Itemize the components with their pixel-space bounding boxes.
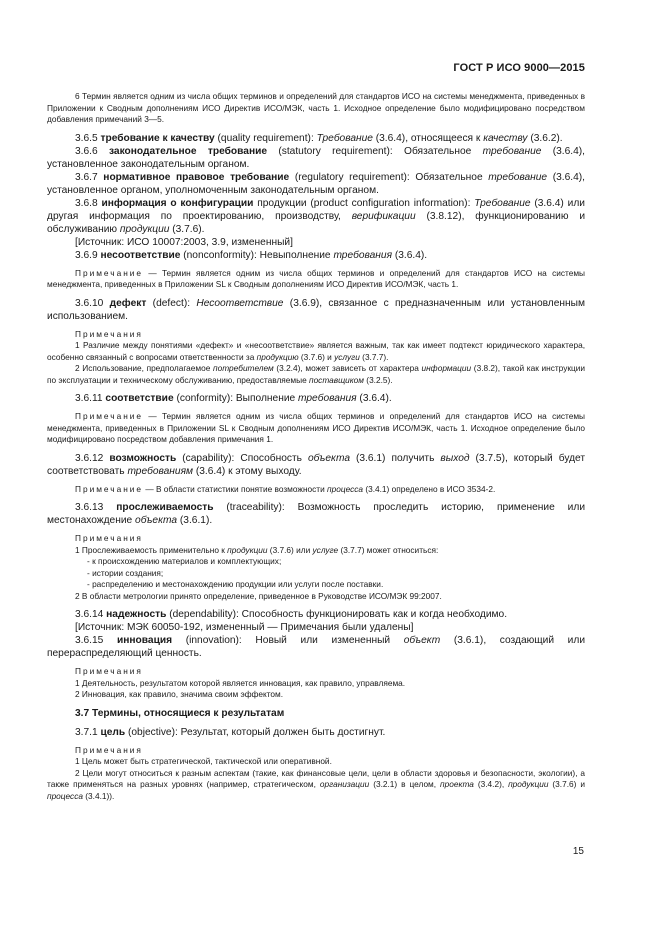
text: (3.6.4). [392,249,428,261]
term-ref: объекта [307,452,350,464]
term-name: прослеживаемость [116,502,214,513]
term-number: 3.6.11 [75,393,106,404]
text: (3.8.2), такой как инструкции по эксплуатации и техническому обслуживанию, предоставляемые [47,363,585,385]
text: [Источник: ИСО 10007:2003, 3.9, измененный] [75,236,293,248]
text: (statutory requirement): Обязательное [267,145,483,157]
term-ref: требованиям [127,465,193,477]
notes-heading [47,666,585,678]
term-name: дефект [109,297,147,309]
text: 1 Деятельность, результатом которой является инновация, как правило, управляема. [75,677,406,688]
term-number: 3.6.5 [75,132,101,144]
text: (traceability): Возможность проследить историю, применение или местонахождение [47,502,586,526]
term-ref: Требование [474,197,531,209]
text: (3.2.1) в целом, [369,779,441,789]
text: (3.7.7) может относиться: [338,544,439,555]
list-item [47,579,585,591]
term-3-6-10 [47,297,585,323]
term-ref: продукции [119,223,170,235]
term-name: нормативное правовое требование [103,171,290,183]
term-name: соответствие [105,393,174,404]
note-3-6-10-1 [47,340,585,363]
term-name: законодательное требование [108,145,268,157]
term-name: инновация [116,635,173,646]
text: (objective): Результат, который должен быть достигнут. [125,726,386,738]
notes-heading [47,745,585,757]
text: (3.4.2), [473,779,509,789]
text: продукции (product configuration information): [253,197,475,209]
note-label: Примечание [75,267,144,278]
section-heading-3-7 [47,707,585,720]
term-ref: процесса [327,483,364,494]
term-number: 3.6.8 [75,197,102,209]
text: (3.6.4), относящееся к [372,132,484,144]
text: (3.6.4), установленное законодательным органом. [47,145,585,170]
note-3-6-13-2 [47,591,585,603]
term-3-6-12 [47,452,585,478]
note-6 [47,91,585,126]
term-ref: процесса [47,790,83,801]
note-3-7-1-1 [47,756,585,768]
note-3-6-12 [47,484,585,496]
text: (3.7.6) и [298,351,335,362]
text: - истории создания; [87,567,164,578]
text: (3.6.1). [177,515,213,526]
term-ref: требования [333,249,393,261]
term-3-7-1 [47,726,585,739]
text: (3.6.4) или другая информация по проектированию, производству, [47,197,585,222]
text: (3.6.4). [356,393,392,404]
term-3-6-11 [47,392,585,405]
notes-label: Примечания [75,533,143,543]
term-ref: Требование [316,132,373,144]
term-number: 3.6.6 [75,145,109,157]
term-ref: требование [482,145,542,157]
text: (3.6.1) получить [349,452,441,464]
text: (3.2.4), может зависеть от характера [273,363,422,373]
term-number: 3.6.10 [75,297,110,309]
text: - к происхождению материалов и комплектующих; [87,556,282,566]
text: — Термин является одним из числа общих терминов и определений для стандартов ИСО на системы менеджмента, приведенных в Приложении SL к Сводным дополнениям ИСО Директив ИСО/МЭК, часть 1. [47,267,585,289]
text: (3.7.6). [169,223,205,235]
term-number: 3.6.9 [75,249,101,261]
text: [Источник: МЭК 60050-192, измененный — Примечания были удалены] [75,622,414,633]
term-ref: Несоответствие [196,297,284,309]
text: (3.7.6) и [548,779,585,789]
term-3-6-15 [47,634,585,660]
term-3-6-9 [47,249,585,262]
text: 2 Цели могут относиться к разным аспектам (такие, как финансовые цели, цели в области здоровья и безопасности, экологии), а также применяться на разных уровнях (например, стратегическом, [47,767,585,789]
term-name: требование к качеству [100,132,215,144]
term-ref: продукции [227,544,268,555]
term-ref: проекта [440,779,474,789]
text: (defect): [146,297,197,309]
text: (dependability): Способность функционировать как и когда необходимо. [166,609,508,620]
note-3-6-15-2 [47,689,585,701]
text: (3.6.9), связанное с предназначенным или установленным использованием. [47,297,585,322]
list-item [47,556,585,568]
term-name: несоответствие [100,249,181,261]
term-3-6-13 [47,501,585,527]
note-3-6-10-2 [47,363,585,386]
text: 6 Термин является одним из числа общих терминов и определений для стандартов ИСО на системы менеджмента, приведенных в Приложении к Сводным дополнениям ИСО Директив ИСО/МЭК, часть 1. Исходное определение было модифицировано посредством добавления примечаний 3—5. [47,91,585,124]
term-ref: качеству [483,132,528,144]
notes-heading [47,533,585,545]
document-body [47,91,585,802]
source-3-6-8 [47,236,585,249]
notes-label: Примечания [75,666,143,676]
text: 1 Прослеживаемость применительно к [75,544,228,555]
term-name: цель [100,726,126,738]
term-ref: требование [488,171,548,183]
text: (3.6.2). [527,132,563,144]
term-ref: продукцию [256,351,299,362]
term-3-6-14 [47,608,585,621]
term-ref: услуги [334,351,360,362]
text: (nonconformity): Невыполнение [180,249,334,261]
text: 3.7 Термины, относящиеся к результатам [75,707,285,719]
term-ref: требования [298,393,357,404]
term-number: 3.6.13 [75,502,117,513]
term-ref: информации [421,363,472,373]
notes-label: Примечания [75,744,143,755]
text: (conformity): Выполнение [173,393,299,404]
text: (3.7.5), который будет соответствовать [47,452,586,477]
term-ref: организации [319,779,370,789]
note-3-6-11 [47,411,585,446]
note-label: Примечание [75,483,144,494]
term-ref: выход [440,452,470,464]
text: (capability): Способность [176,452,308,464]
text: (3.4.1)). [82,790,115,801]
term-ref: объект [403,635,441,646]
text: 2 Использование, предполагаемое [75,363,214,373]
text: (3.7.6) или [267,544,313,555]
page-number: 15 [572,846,584,857]
text: (regulatory requirement): Обязательное [289,171,489,183]
text: 2 Инновация, как правило, значима своим эффектом. [75,689,284,699]
term-ref: объекта [135,515,178,526]
notes-heading [47,329,585,341]
notes-label: Примечания [75,328,143,339]
term-ref: поставщиком [309,374,364,385]
term-name: надежность [106,609,167,620]
term-ref: услуге [312,544,339,555]
term-name: информация о конфигурации [101,197,254,209]
text: - распределению и местонахождению продукции или услуги после поставки. [87,579,384,589]
term-number: 3.6.15 [75,635,117,646]
text: 1 Различие между понятиями «дефект» и «несоответствие» является важным, так как имеет подтекст юридического характера, особенно связанный с вопросами ответственности за [47,340,585,362]
term-3-6-5 [47,132,585,145]
text: (3.6.1), создающий или перераспределяющий ценность. [47,635,586,659]
text: 1 Цель может быть стратегической, тактической или оперативной. [75,756,332,766]
term-3-6-6 [47,145,585,171]
term-ref: верификации [351,210,416,222]
term-number: 3.6.12 [75,452,110,464]
source-3-6-14 [47,621,585,634]
document-header: ГОСТ Р ИСО 9000—2015 [453,62,585,74]
term-3-6-8 [47,197,585,236]
note-3-6-9 [47,268,585,291]
note-3-6-15-1 [47,678,585,690]
note-label: Примечание [75,411,144,421]
note-3-6-13-1 [47,545,585,557]
text: (innovation): Новый или измененный [172,635,404,646]
term-ref: потребителем [213,363,274,373]
text: (3.8.12), функционированию и обслуживанию [47,210,586,235]
term-number: 3.6.14 [75,609,107,620]
text: (quality requirement): [214,132,317,144]
text: 2 В области метрологии принято определение, приведенное в Руководстве ИСО/МЭК 99:2007. [75,590,442,601]
term-name: возможность [109,452,177,464]
term-3-6-7 [47,171,585,197]
note-3-7-1-2 [47,768,585,803]
text: (3.6.4) к этому выходу. [193,465,302,477]
text: (3.6.4), установленное органом, уполномоченным законодательным органом. [47,171,585,196]
term-ref: продукции [508,779,549,789]
text: — В области статистики понятие возможности [143,483,328,494]
text: (3.4.1) определено в ИСО 3534-2. [363,483,496,494]
list-item [47,568,585,580]
term-number: 3.7.1 [75,726,101,738]
text: (3.7.7). [359,351,389,362]
term-number: 3.6.7 [75,171,104,183]
text: (3.2.5). [364,374,393,385]
text: — Термин является одним из числа общих терминов и определений для стандартов ИСО на системы менеджмента, приведенных в Приложении SL к Сводным дополнениям ИСО Директив ИСО/МЭК, часть 1. Исходное определение было модифицировано посредством добавления примечания 1. [47,411,585,444]
